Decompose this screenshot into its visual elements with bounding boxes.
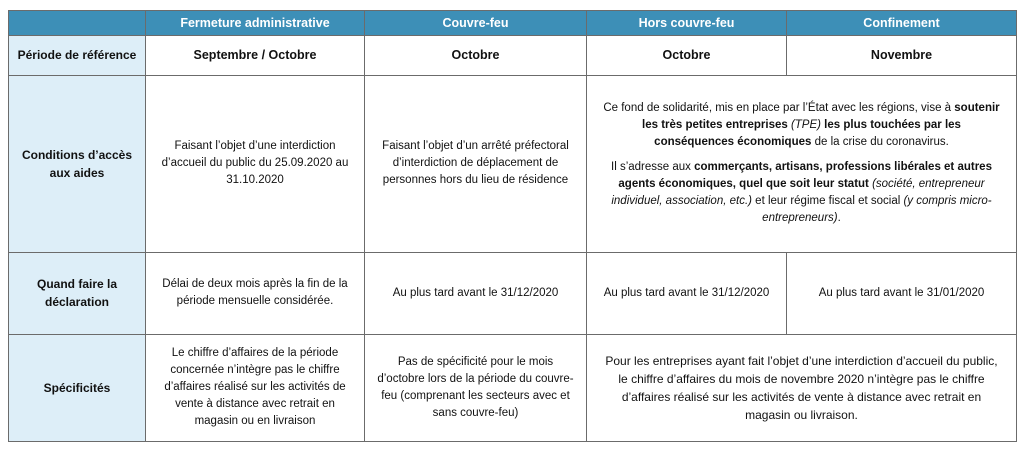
row-label-specificites: Spécificités [9, 334, 146, 441]
cell-quand-confinement: Au plus tard avant le 31/01/2020 [787, 252, 1017, 334]
header-hors-couvre-feu: Hors couvre-feu [587, 11, 787, 36]
cell-specificites-fermeture: Le chiffre d’affaires de la période concernée n’intègre pas le chiffre d’affaires réalisé sur les activités de vente à distance avec retrait en magasin ou en livraison [146, 334, 365, 441]
cell-quand-hors-couvre-feu: Au plus tard avant le 31/12/2020 [587, 252, 787, 334]
cell-specificites-merged: Pour les entreprises ayant fait l’objet d’une interdiction d’accueil du public, le chiffre d’affaires du mois de novembre 2020 n’intègre pas le chiffre d’affaires réalisé sur les activités de vente à distance avec retrait en magasin ou livraison. [587, 334, 1017, 441]
aid-comparison-table [8, 10, 1017, 442]
text-italic: (y compris micro-entrepreneurs) [762, 195, 992, 225]
cell-specificites-couvre-feu: Pas de spécificité pour le mois d’octobre lors de la période du couvre-feu (comprenant les secteurs avec et sans couvre-feu) [365, 334, 587, 441]
text-bold: soutenir les très petites entreprises [642, 102, 1000, 132]
text-segment: de la crise du coronavirus. [811, 136, 949, 149]
cell-periode-confinement: Novembre [787, 36, 1017, 76]
header-row [9, 11, 1017, 36]
cell-conditions-couvre-feu: Faisant l’objet d’un arrêté préfectoral d’interdiction de déplacement de personnes hors du lieu de résidence [365, 75, 587, 252]
text-segment: et leur régime fiscal et social [751, 195, 904, 208]
row-specificites [9, 334, 1017, 441]
text-italic: (TPE) [790, 119, 821, 132]
cell-periode-hors-couvre-feu: Octobre [587, 36, 787, 76]
row-quand [9, 252, 1017, 334]
cell-quand-couvre-feu: Au plus tard avant le 31/12/2020 [365, 252, 587, 334]
cell-conditions-fermeture: Faisant l’objet d’une interdiction d’accueil du public du 25.09.2020 au 31.10.2020 [146, 75, 365, 252]
cell-quand-fermeture: Délai de deux mois après la fin de la période mensuelle considérée. [146, 252, 365, 334]
text-segment: Ce fond de solidarité, mis en place par l’État avec les régions, vise à [603, 102, 955, 115]
header-couvre-feu: Couvre-feu [365, 11, 587, 36]
text-bold: commerçants, artisans, professions libérales et autres agents économiques, quel que soit leur statut [618, 161, 992, 191]
cell-periode-couvre-feu: Octobre [365, 36, 587, 76]
header-corner [9, 11, 146, 36]
row-label-quand: Quand faire la déclaration [9, 252, 146, 334]
conditions-paragraph-2 [601, 159, 1002, 227]
cell-conditions-merged [587, 75, 1017, 252]
conditions-paragraph-1 [601, 100, 1002, 151]
text-italic: (société, entrepreneur individuel, association, etc.) [611, 178, 985, 208]
text-segment: . [837, 212, 841, 225]
text-segment: Il s’adresse aux [611, 161, 695, 174]
text-bold: les plus touchées par les conséquences économiques [654, 119, 961, 149]
row-label-conditions: Conditions d’accès aux aides [9, 75, 146, 252]
header-confinement: Confinement [787, 11, 1017, 36]
row-periode [9, 36, 1017, 76]
row-label-periode: Période de référence [9, 36, 146, 76]
row-conditions [9, 75, 1017, 252]
cell-periode-fermeture: Septembre / Octobre [146, 36, 365, 76]
header-fermeture-administrative: Fermeture administrative [146, 11, 365, 36]
